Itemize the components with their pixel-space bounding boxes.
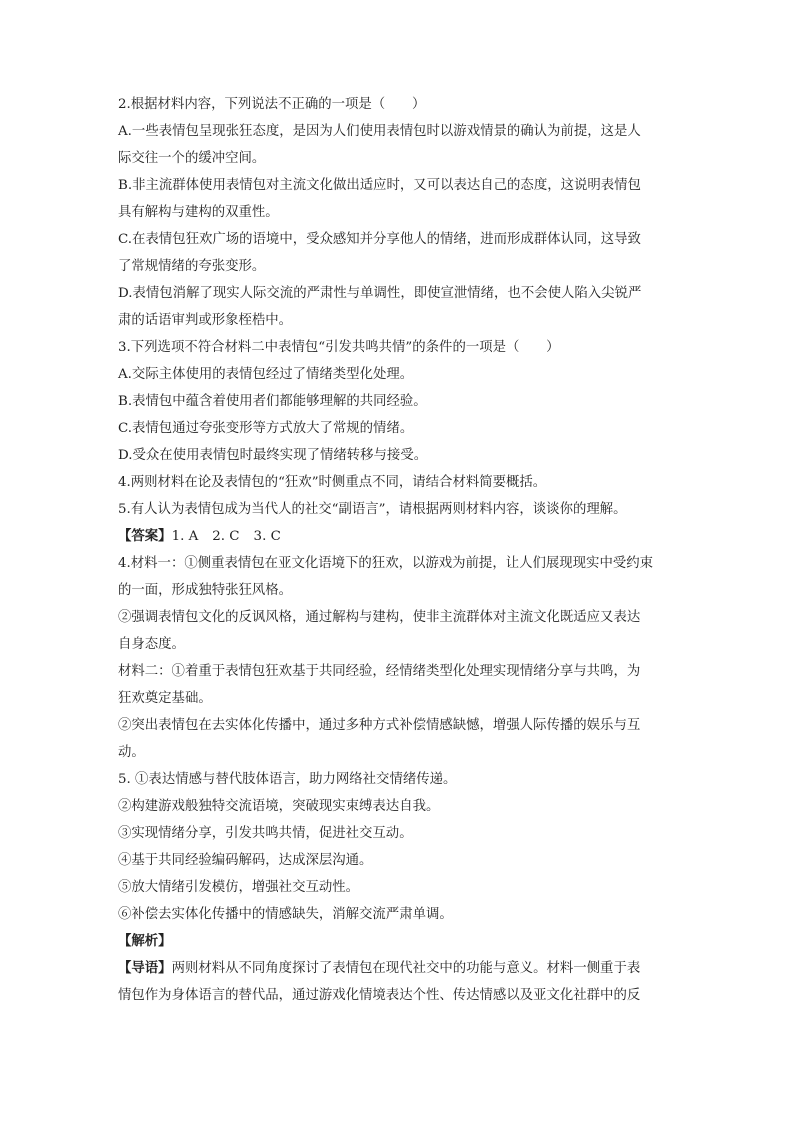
answer-5-point2: ②构建游戏般独特交流语境，突破现实束缚表达自我。 xyxy=(118,799,440,814)
question-2-option-c-line1: C.在表情包狂欢广场的语境中，受众感知并分享他人的情绪，进而形成群体认同，这导致 xyxy=(118,232,641,247)
answer-5-point4: ④基于共同经验编码解码，达成深层沟通。 xyxy=(118,853,373,868)
answer-4-material1-point2-line1: ②强调表情包文化的反讽风格，通过解构与建构，使非主流群体对主流文化既适应又表达 xyxy=(118,610,641,625)
question-3-option-a: A.交际主体使用的表情包经过了情绪类型化处理。 xyxy=(118,367,414,382)
answer-tag: 【答案】 xyxy=(118,528,172,544)
question-2-option-a-line2: 际交往一个的缓冲空间。 xyxy=(118,151,266,166)
question-2-option-c-line2: 了常规情绪的夸张变形。 xyxy=(118,259,266,274)
question-2-stem: 2.根据材料内容，下列说法不正确的一项是（ ） xyxy=(118,97,426,112)
answer-item-1: 1. A xyxy=(171,529,199,544)
question-2-option-b-line1: B.非主流群体使用表情包对主流文化做出适应时，又可以表达自己的态度，这说明表情包 xyxy=(118,178,641,193)
answer-5-point6: ⑥补偿去实体化传播中的情感缺失，消解交流严肃单调。 xyxy=(118,907,453,922)
answer-4-material2-line1: 材料二：①着重于表情包狂欢基于共同经验，经情绪类型化处理实现情绪分享与共鸣，为 xyxy=(118,664,641,679)
answer-5-point5: ⑤放大情绪引发模仿，增强社交互动性。 xyxy=(118,880,360,895)
guide-line2: 情包作为身体语言的替代品，通过游戏化情境表达个性、传达情感以及亚文化社群中的反 xyxy=(118,988,641,1003)
guide-tag: 【导语】 xyxy=(118,960,172,976)
answer-4-material2-point2-line2: 动。 xyxy=(118,745,145,760)
answer-5-point1: 5. ①表达情感与替代肢体语言，助力网络社交情绪传递。 xyxy=(118,772,457,787)
question-3-option-d: D.受众在使用表情包时最终实现了情绪转移与接受。 xyxy=(118,448,428,463)
answer-line xyxy=(118,523,678,550)
analysis-heading xyxy=(118,928,678,955)
answer-item-2: 2. C xyxy=(212,529,240,544)
answer-4-material1-line2: 的一面，形成独特张狂风格。 xyxy=(118,583,293,598)
answer-4-material2-point2-line1: ②突出表情包在去实体化传播中，通过多种方式补偿情感缺憾，增强人际传播的娱乐与互 xyxy=(118,718,641,733)
question-2-option-d-line1: D.表情包消解了现实人际交流的严肃性与单调性，即使宣泄情绪，也不会使人陷入尖锐严 xyxy=(118,286,642,301)
question-4-stem: 4.两则材料在论及表情包的“狂欢”时侧重点不同，请结合材料简要概括。 xyxy=(118,475,547,490)
question-3-stem: 3.下列选项不符合材料二中表情包“引发共鸣共情”的条件的一项是（ ） xyxy=(118,340,560,355)
question-3-option-c: C.表情包通过夸张变形等方式放大了常规的情绪。 xyxy=(118,421,414,436)
answer-5-point3: ③实现情绪分享，引发共鸣共情，促进社交互动。 xyxy=(118,826,413,841)
document-page xyxy=(118,91,678,1009)
question-2-option-b-line2: 具有解构与建构的双重性。 xyxy=(118,205,279,220)
question-5-stem: 5.有人认为表情包成为当代人的社交“副语言”，请根据两则材料内容，谈谈你的理解。 xyxy=(118,502,627,517)
answer-4-material1-point2-line2: 自身态度。 xyxy=(118,637,185,652)
answer-4-material1-line1: 4.材料一：①侧重表情包在亚文化语境下的狂欢，以游戏为前提，让人们展现现实中受约束 xyxy=(118,556,654,571)
question-3-option-b: B.表情包中蕴含着使用者们都能够理解的共同经验。 xyxy=(118,394,427,409)
question-2-option-a-line1: A.一些表情包呈现张狂态度，是因为人们使用表情包时以游戏情景的确认为前提，这是人 xyxy=(118,124,641,139)
answer-4-material2-line2: 狂欢奠定基础。 xyxy=(118,691,212,706)
question-2-option-d-line2: 肃的话语审判或形象桎梏中。 xyxy=(118,313,293,328)
guide-line1 xyxy=(118,955,678,982)
guide-text-1: 两则材料从不同角度探讨了表情包在现代社交中的功能与意义。材料一侧重于表 xyxy=(171,961,641,976)
analysis-tag: 【解析】 xyxy=(118,933,172,949)
answer-item-3: 3. C xyxy=(253,529,281,544)
